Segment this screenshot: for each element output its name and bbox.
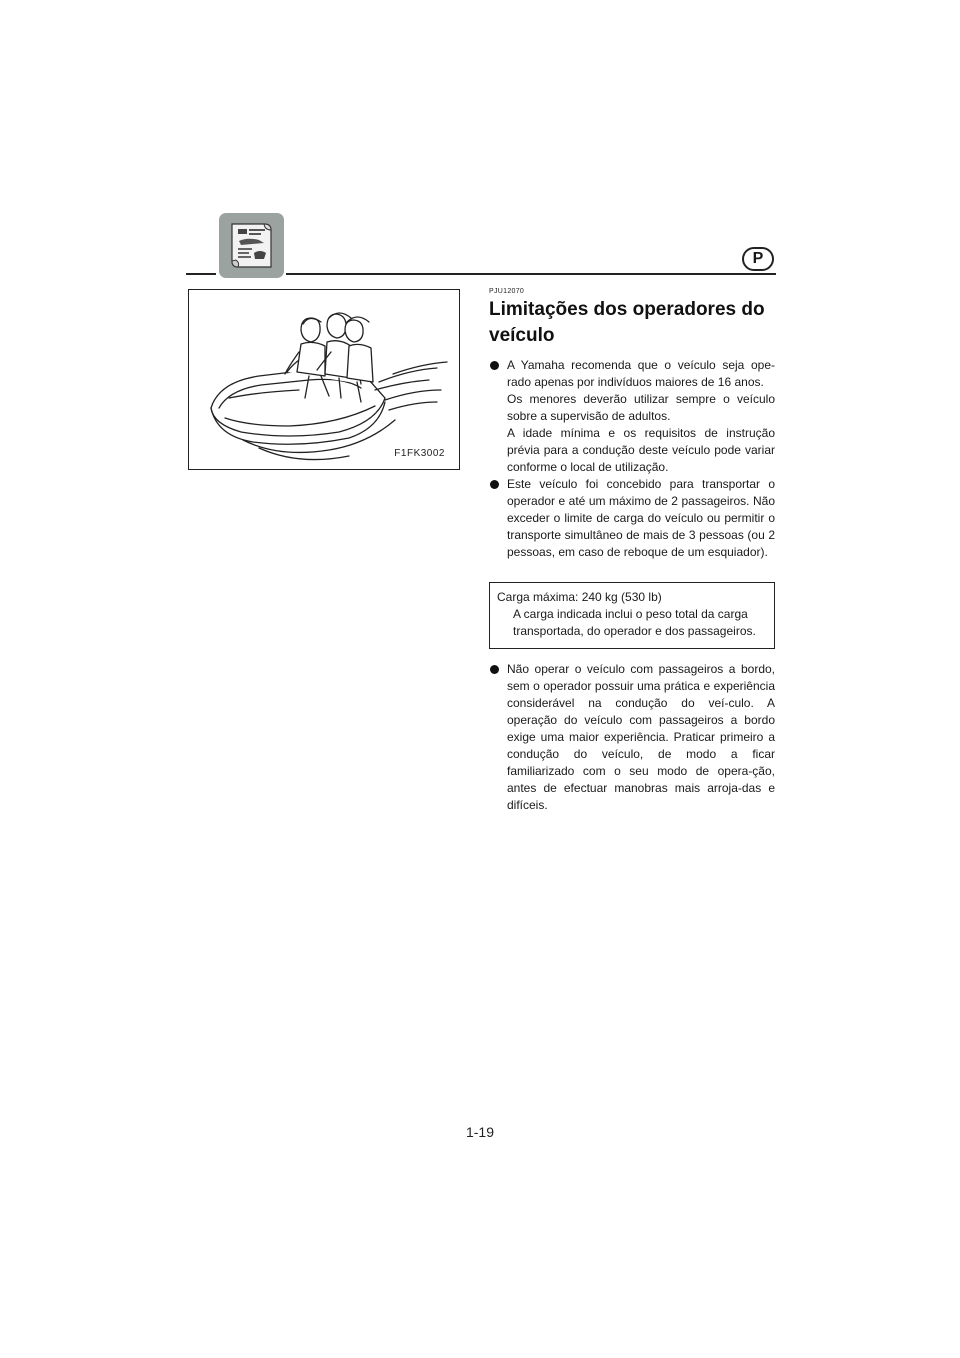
header-rule [286, 273, 776, 275]
bullet-icon [490, 361, 499, 370]
page-number: 1-19 [465, 1124, 495, 1140]
figure-code: F1FK3002 [394, 448, 445, 459]
personal-watercraft-illustration [189, 290, 461, 471]
header-rule [186, 273, 216, 275]
paragraph: Os menores deverão utilizar sempre o veículo sobre a supervisão de adultos. [507, 392, 775, 423]
list-item [489, 661, 775, 814]
section-code: PJU12070 [489, 288, 525, 295]
spec-label: Carga máxima: 240 kg (530 lb) [497, 590, 662, 604]
manual-book-icon [219, 213, 284, 278]
watercraft-figure [188, 289, 460, 470]
list-item [489, 476, 775, 561]
bullet-list [489, 661, 775, 814]
paragraph: A Yamaha recomenda que o veículo seja ope-rado apenas por indivíduos maiores de 16 anos. [507, 358, 775, 389]
bullet-list [489, 357, 775, 561]
spec-note: A carga indicada inclui o peso total da carga transportada, do operador e dos passageiros. [513, 607, 756, 638]
bullet-icon [490, 480, 499, 489]
list-item [489, 357, 775, 476]
max-load-spec-box [489, 582, 775, 649]
paragraph: Não operar o veículo com passageiros a bordo, sem o operador possuir uma prática e experiência considerável na condução do veí-culo. A operação do veículo com passageiros a bordo exige uma maior experiência. Praticar primeiro a condução do veículo, de modo a ficar familiarizado com o seu modo de opera-ção, antes de efectuar manobras mais arroja-das e difíceis. [507, 662, 775, 812]
paragraph: Este veículo foi concebido para transportar o operador e até um máximo de 2 passageiros. Não exceder o limite de carga do veículo ou permitir o transporte simultâneo de mais de 3 pessoas (ou 2 pessoas, em caso de reboque de um esquiador). [507, 477, 775, 559]
language-badge: P [742, 247, 774, 271]
section-title: Limitações dos operadores do veículo [489, 299, 765, 346]
section-content [489, 288, 775, 814]
bullet-icon [490, 665, 499, 674]
paragraph: A idade mínima e os requisitos de instrução prévia para a condução deste veículo pode variar conforme o local de utilização. [507, 426, 775, 474]
